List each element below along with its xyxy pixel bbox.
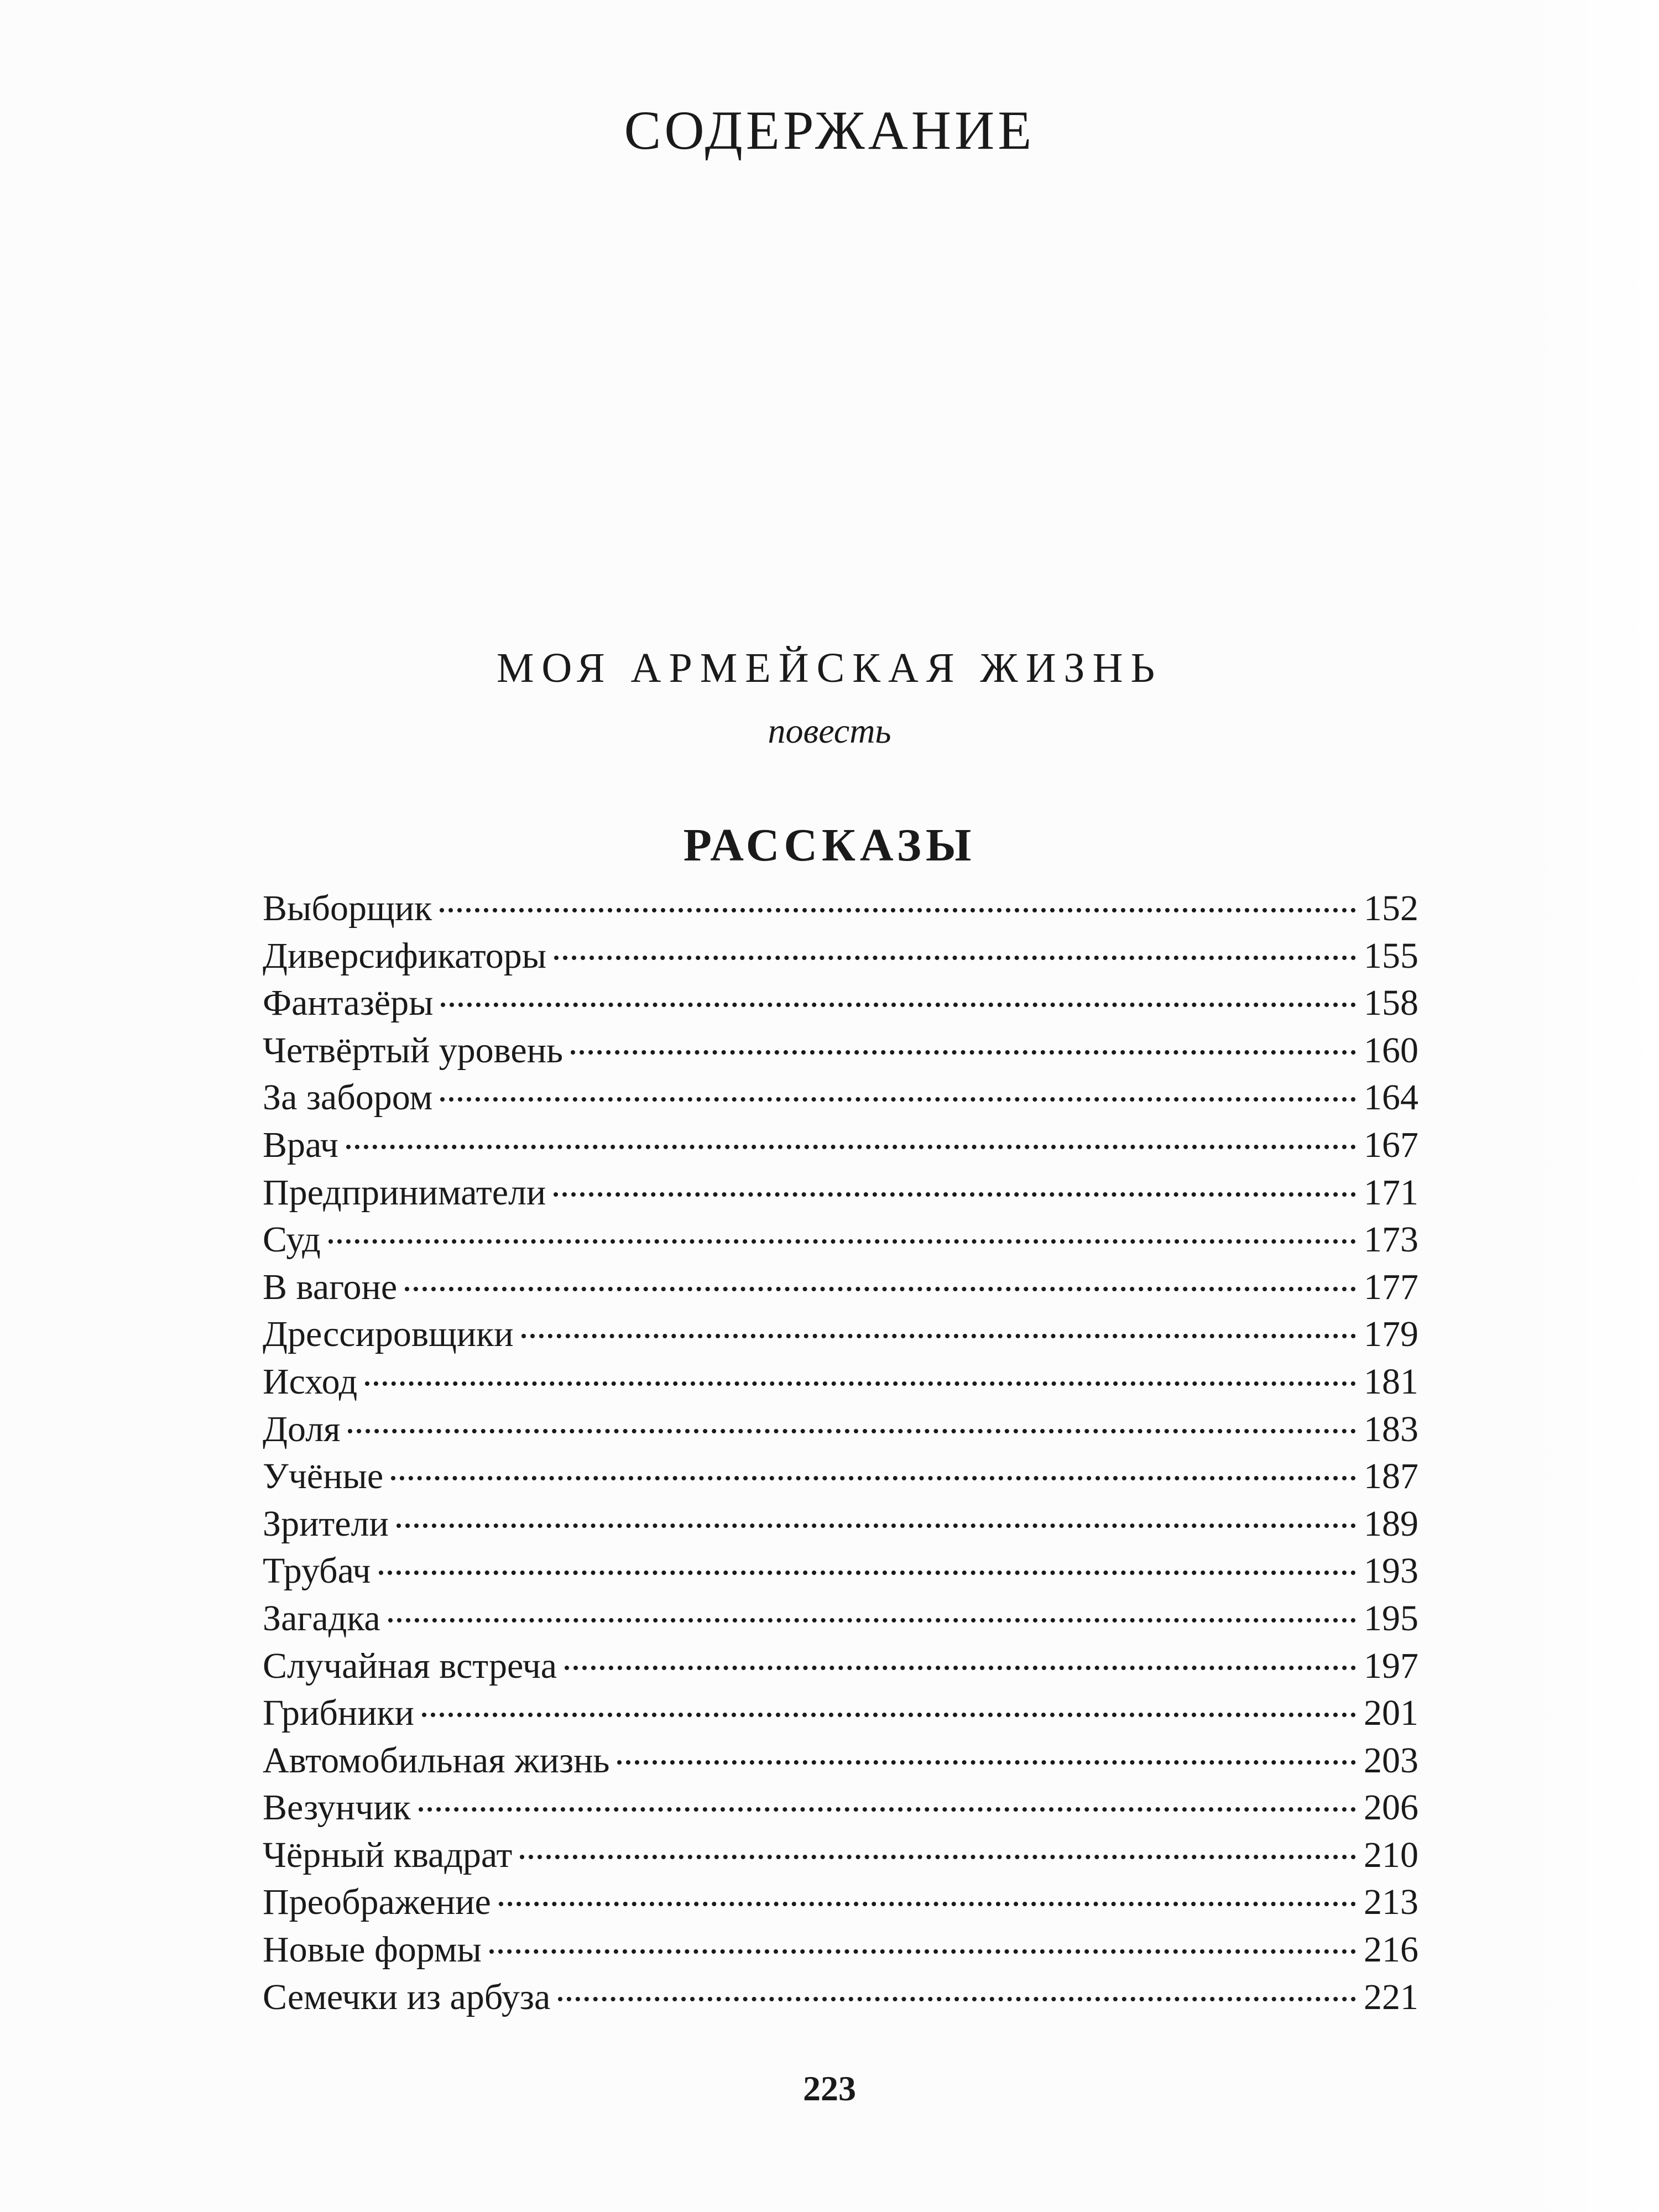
toc-entry-title: Суд bbox=[263, 1219, 321, 1260]
dot-leader bbox=[554, 1192, 1356, 1197]
toc-entry-title: Учёные bbox=[263, 1456, 384, 1497]
dot-leader bbox=[379, 1571, 1357, 1575]
dot-leader bbox=[489, 1949, 1356, 1954]
toc-entry bbox=[263, 1689, 1418, 1737]
toc-entry-page: 187 bbox=[1364, 1456, 1418, 1497]
toc-entry-page: 195 bbox=[1364, 1598, 1418, 1639]
dot-leader bbox=[558, 1997, 1356, 2001]
toc-entry-title: Дрессировщики bbox=[263, 1314, 514, 1355]
toc-entry-title: Четвёртый уровень bbox=[263, 1030, 564, 1071]
toc-entry-page: 158 bbox=[1364, 983, 1418, 1024]
dot-leader bbox=[328, 1239, 1356, 1244]
toc-entry-page: 160 bbox=[1364, 1030, 1418, 1071]
toc-entry-page: 181 bbox=[1364, 1361, 1418, 1402]
toc-entry bbox=[263, 1879, 1418, 1926]
toc-entry-title: Семечки из арбуза bbox=[263, 1976, 551, 2017]
toc-entry-page: 152 bbox=[1364, 888, 1418, 928]
toc-entry-page: 206 bbox=[1364, 1787, 1418, 1828]
toc-entry-title: Случайная встреча bbox=[263, 1645, 557, 1686]
toc-entry-title: Исход bbox=[263, 1361, 358, 1402]
toc-entry-page: 171 bbox=[1364, 1172, 1418, 1213]
toc-entry bbox=[263, 1642, 1418, 1690]
dot-leader bbox=[388, 1618, 1356, 1623]
dot-leader bbox=[571, 1050, 1356, 1055]
toc-entry bbox=[263, 1027, 1418, 1074]
toc-entry bbox=[263, 1784, 1418, 1832]
toc-entry bbox=[263, 1358, 1418, 1406]
dot-leader bbox=[520, 1855, 1356, 1859]
dot-leader bbox=[499, 1902, 1356, 1906]
table-of-contents bbox=[263, 885, 1418, 2021]
toc-entry bbox=[263, 1832, 1418, 1879]
toc-entry-page: 193 bbox=[1364, 1551, 1418, 1592]
toc-entry bbox=[263, 1500, 1418, 1548]
dot-leader bbox=[405, 1287, 1356, 1291]
dot-leader bbox=[440, 1097, 1356, 1102]
dot-leader bbox=[617, 1760, 1356, 1765]
toc-entry-page: 155 bbox=[1364, 935, 1418, 976]
toc-entry-title: Фантазёры bbox=[263, 983, 434, 1024]
dot-leader bbox=[419, 1807, 1356, 1812]
toc-entry-page: 213 bbox=[1364, 1882, 1418, 1923]
toc-entry-title: Загадка bbox=[263, 1598, 380, 1639]
toc-entry-title: Грибники bbox=[263, 1693, 414, 1734]
toc-entry-title: Чёрный квадрат bbox=[263, 1834, 513, 1875]
toc-entry bbox=[263, 1074, 1418, 1121]
toc-entry bbox=[263, 1311, 1418, 1358]
toc-entry-title: Выборщик bbox=[263, 888, 432, 928]
page-number: 223 bbox=[803, 2069, 856, 2108]
toc-entry bbox=[263, 1974, 1418, 2021]
dot-leader bbox=[565, 1666, 1356, 1670]
toc-entry bbox=[263, 1453, 1418, 1500]
toc-entry bbox=[263, 1216, 1418, 1264]
toc-entry bbox=[263, 1169, 1418, 1217]
toc-entry bbox=[263, 1926, 1418, 1974]
toc-entry bbox=[263, 1406, 1418, 1453]
toc-entry bbox=[263, 932, 1418, 980]
dot-leader bbox=[391, 1476, 1356, 1480]
toc-entry-title: Зрители bbox=[263, 1503, 389, 1544]
toc-entry-page: 201 bbox=[1364, 1693, 1418, 1734]
toc-entry-page: 167 bbox=[1364, 1124, 1418, 1165]
toc-entry bbox=[263, 979, 1418, 1027]
toc-entry-page: 203 bbox=[1364, 1740, 1418, 1781]
toc-entry-page: 173 bbox=[1364, 1219, 1418, 1260]
toc-entry-page: 216 bbox=[1364, 1929, 1418, 1970]
part-title: МОЯ АРМЕЙСКАЯ ЖИЗНЬ bbox=[496, 645, 1163, 691]
toc-entry-title: Преображение bbox=[263, 1882, 491, 1923]
toc-entry-page: 210 bbox=[1364, 1834, 1418, 1875]
dot-leader bbox=[397, 1524, 1356, 1528]
toc-entry-page: 197 bbox=[1364, 1645, 1418, 1686]
page-edge-shading bbox=[1515, 0, 1659, 2212]
toc-entry-title: Предприниматели bbox=[263, 1172, 546, 1213]
toc-entry-page: 164 bbox=[1364, 1077, 1418, 1118]
toc-entry bbox=[263, 885, 1418, 932]
part-subtitle: повесть bbox=[768, 711, 891, 750]
dot-leader bbox=[422, 1713, 1356, 1717]
dot-leader bbox=[554, 956, 1356, 960]
toc-entry-title: Врач bbox=[263, 1124, 338, 1165]
toc-entry-title: Везунчик bbox=[263, 1787, 411, 1828]
toc-entry-page: 189 bbox=[1364, 1503, 1418, 1544]
toc-entry-title: Трубач bbox=[263, 1551, 371, 1592]
dot-leader bbox=[440, 908, 1356, 912]
toc-entry bbox=[263, 1547, 1418, 1595]
toc-entry-title: Новые формы bbox=[263, 1929, 482, 1970]
toc-entry bbox=[263, 1264, 1418, 1311]
dot-leader bbox=[346, 1145, 1356, 1149]
toc-entry-title: Диверсификаторы bbox=[263, 935, 547, 976]
toc-entry-title: В вагоне bbox=[263, 1266, 398, 1307]
toc-entry-title: Автомобильная жизнь bbox=[263, 1740, 610, 1781]
toc-entry bbox=[263, 1121, 1418, 1169]
toc-entry-title: Доля bbox=[263, 1408, 341, 1449]
toc-entry bbox=[263, 1737, 1418, 1785]
section-title: РАССКАЗЫ bbox=[683, 820, 976, 871]
toc-entry-page: 177 bbox=[1364, 1266, 1418, 1307]
dot-leader bbox=[441, 1003, 1356, 1007]
toc-entry-title: За забором bbox=[263, 1077, 433, 1118]
toc-entry-page: 179 bbox=[1364, 1314, 1418, 1355]
toc-entry bbox=[263, 1595, 1418, 1642]
dot-leader bbox=[365, 1381, 1356, 1386]
toc-entry-page: 221 bbox=[1364, 1976, 1418, 2017]
dot-leader bbox=[521, 1334, 1356, 1338]
page-title: СОДЕРЖАНИЕ bbox=[624, 100, 1035, 161]
dot-leader bbox=[348, 1429, 1356, 1433]
toc-entry-page: 183 bbox=[1364, 1408, 1418, 1449]
